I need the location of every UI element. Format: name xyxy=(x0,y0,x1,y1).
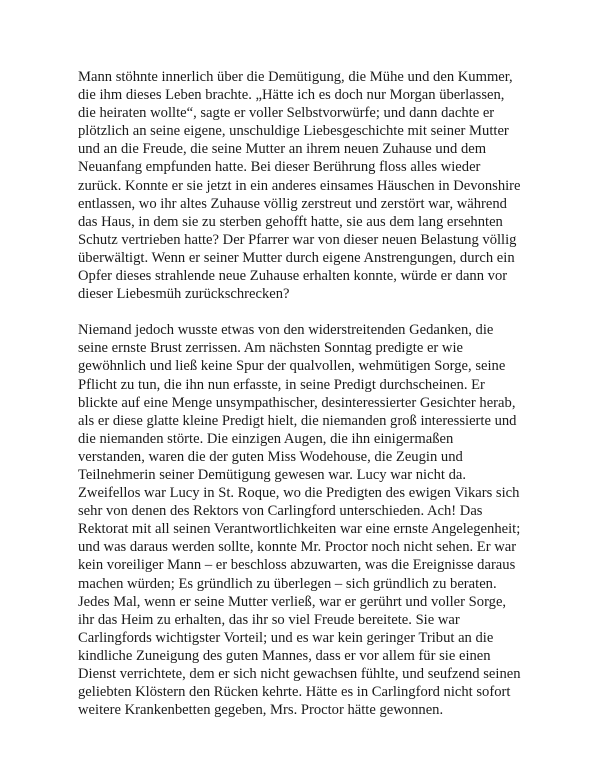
text-line: ihr das Heim zu erhalten, das ihr so viel Freude bereitete. Sie war xyxy=(78,611,460,628)
paragraph xyxy=(78,68,532,303)
text-line: Mann stöhnte innerlich über die Demütigung, die Mühe und den Kummer, xyxy=(78,69,513,85)
text-line: das Haus, in dem sie zu sterben gehofft hatte, sie aus dem lang ersehnten xyxy=(78,213,503,230)
text-line: weitere Krankenbetten gegeben, Mrs. Proctor hätte gewonnen. xyxy=(78,702,444,719)
text-line: die heiraten wollte“, sagte er voller Selbstvorwürfe; und dann dachte er xyxy=(78,105,495,122)
text-line: sehr von denen des Rektors von Carlingford unterschieden. Ach! Das xyxy=(78,503,483,520)
text-line: Teilnehmerin seiner Demütigung gewesen war. Lucy war nicht da. xyxy=(78,466,467,483)
text-line: Opfer dieses strahlende neue Zuhause erhalten konnte, würde er dann vor xyxy=(78,268,508,285)
text-line: dieser Liebesmüh zurückschrecken? xyxy=(78,286,290,303)
text-line: machen würden; Es gründlich zu überlegen – sich gründlich zu beraten. xyxy=(78,575,497,592)
text-line: kein voreiliger Mann – er beschloss abzuwarten, was die Ereignisse daraus xyxy=(78,557,516,574)
text-line: Dienst verrichtete, dem er sich nicht gewachsen fühlte, und seufzend seinen xyxy=(78,666,521,682)
text-line: seine ernste Brust zerrissen. Am nächsten Sonntag predigte er wie xyxy=(78,340,464,357)
text-line: kindliche Zuneigung des guten Mannes, dass er vor allem für sie einen xyxy=(78,647,491,664)
text-line: Pflicht zu tun, die ihn nun erfasste, in seine Predigt durchscheinen. Er xyxy=(78,376,485,393)
text-line: zurück. Konnte er sie jetzt in ein anderes einsames Häuschen in Devonshire xyxy=(78,177,521,194)
paragraph xyxy=(78,321,532,719)
text-line: entlassen, wo ihr altes Zuhause völlig zerstreut und zerstört war, während xyxy=(78,195,507,212)
text-line: die niemanden störte. Die einzigen Augen, die ihn einigermaßen xyxy=(78,430,454,447)
text-line: Schutz vertrieben hatte? Der Pfarrer war von dieser neuen Belastung völlig xyxy=(78,231,517,248)
text-line: und was daraus werden sollte, konnte Mr. Proctor noch nicht sehen. Er war xyxy=(78,539,517,556)
text-line: Jedes Mal, wenn er seine Mutter verließ, war er gerührt und voller Sorge, xyxy=(78,593,507,610)
text-line: überwältigt. Wenn er seiner Mutter durch eigene Anstrengungen, durch ein xyxy=(78,249,515,266)
text-line: blickte auf eine Menge unsympathischer, desinteressierter Gesichter herab, xyxy=(78,394,516,411)
body-text xyxy=(78,68,532,737)
text-line: Neuanfang empfunden hatte. Bei dieser Berührung floss alles wieder xyxy=(78,159,481,176)
text-line: Niemand jedoch wusste etwas von den widerstreitenden Gedanken, die xyxy=(78,322,494,339)
text-line: plötzlich an seine eigene, unschuldige Liebesgeschichte mit seiner Mutter xyxy=(78,123,509,140)
text-line: gewöhnlich und ließ keine Spur der qualvollen, wehmütigen Sorge, seine xyxy=(78,358,506,375)
text-line: die ihm dieses Leben brachte. „Hätte ich es doch nur Morgan überlassen, xyxy=(78,87,505,104)
text-line: geliebten Klöstern den Rücken kehrte. Hätte es in Carlingford nicht sofort xyxy=(78,684,511,701)
text-line: Zweifellos war Lucy in St. Roque, wo die Predigten des ewigen Vikars sich xyxy=(78,485,520,502)
text-line: und an die Freude, die seine Mutter an ihrem neuen Zuhause und dem xyxy=(78,141,487,158)
text-line: Carlingfords wichtigster Vorteil; und es war kein geringer Tribut an die xyxy=(78,629,494,646)
text-line: als er diese glatte kleine Predigt hielt, die niemanden groß interessierte und xyxy=(78,412,517,429)
text-line: Rektorat mit all seinen Verantwortlichkeiten war eine ernste Angelegenheit; xyxy=(78,521,521,538)
text-line: verstanden, waren die der guten Miss Wodehouse, die Zeugin und xyxy=(78,448,463,465)
